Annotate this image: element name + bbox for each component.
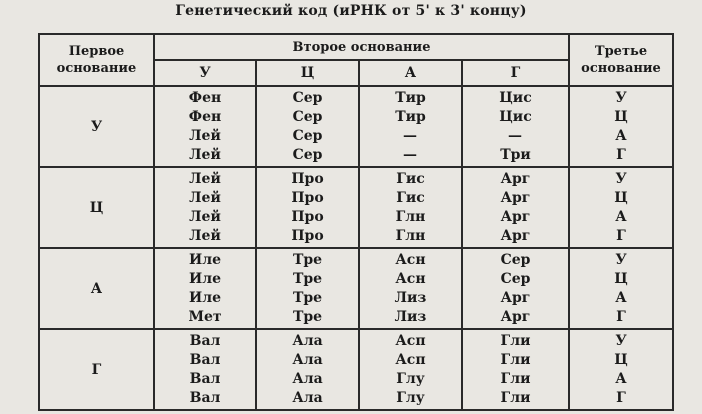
first-base-cell: Ц — [39, 167, 154, 248]
stop-codon: — — [508, 127, 523, 144]
amino-acid: Мет — [188, 308, 222, 325]
amino-acid: Лей — [189, 170, 221, 187]
third-base-cell — [569, 167, 673, 248]
genetic-code-table — [38, 33, 674, 411]
amino-acid: Глн — [395, 227, 426, 244]
second-base-col-header: Ц — [256, 60, 359, 86]
codon-cell — [359, 86, 462, 167]
amino-acid: Гли — [500, 332, 531, 349]
amino-acid: Цис — [499, 89, 532, 106]
third-base-header: Третье основание — [569, 34, 673, 86]
amino-acid: Гли — [500, 370, 531, 387]
third-base: У — [615, 332, 627, 349]
amino-acid: Ала — [292, 332, 323, 349]
amino-acid: Тре — [292, 289, 323, 306]
amino-acid: Глн — [395, 208, 426, 225]
amino-acid: Глу — [396, 370, 425, 387]
amino-acid: Арг — [500, 208, 531, 225]
codon-cell — [256, 167, 359, 248]
amino-acid: Сер — [292, 108, 323, 125]
amino-acid: Лей — [189, 146, 221, 163]
amino-acid: Иле — [188, 251, 221, 268]
stop-codon: — — [403, 127, 418, 144]
third-base: А — [615, 289, 627, 306]
amino-acid: Ала — [292, 370, 323, 387]
third-base-cell — [569, 86, 673, 167]
codon-cell — [462, 329, 569, 410]
table-row — [39, 167, 673, 248]
codon-cell — [462, 167, 569, 248]
amino-acid: Сер — [292, 127, 323, 144]
amino-acid: Три — [500, 146, 531, 163]
amino-acid: Лей — [189, 227, 221, 244]
amino-acid: Асн — [395, 270, 426, 287]
third-base: Ц — [614, 351, 628, 368]
second-base-col-header: Г — [462, 60, 569, 86]
amino-acid: Гис — [396, 189, 425, 206]
codon-cell — [256, 248, 359, 329]
amino-acid: Тре — [292, 251, 323, 268]
third-base: А — [615, 208, 627, 225]
third-base: Г — [616, 389, 626, 406]
amino-acid: Вал — [189, 351, 221, 368]
amino-acid: Иле — [188, 270, 221, 287]
amino-acid: Арг — [500, 227, 531, 244]
amino-acid: Сер — [292, 146, 323, 163]
amino-acid: Сер — [500, 270, 531, 287]
amino-acid: Арг — [500, 289, 531, 306]
amino-acid: Фен — [188, 89, 222, 106]
third-base: Г — [616, 308, 626, 325]
third-base: Ц — [614, 270, 628, 287]
amino-acid: Вал — [189, 389, 221, 406]
codon-cell — [359, 167, 462, 248]
amino-acid: Гли — [500, 389, 531, 406]
table-row — [39, 329, 673, 410]
amino-acid: Ала — [292, 351, 323, 368]
amino-acid: Арг — [500, 170, 531, 187]
first-base-cell: Г — [39, 329, 154, 410]
third-base: Г — [616, 146, 626, 163]
first-base-cell: А — [39, 248, 154, 329]
third-base: А — [615, 127, 627, 144]
codon-cell — [256, 86, 359, 167]
amino-acid: Про — [291, 189, 324, 206]
amino-acid: Тир — [395, 89, 426, 106]
codon-cell — [154, 167, 256, 248]
first-base-cell: У — [39, 86, 154, 167]
amino-acid: Арг — [500, 189, 531, 206]
amino-acid: Сер — [292, 89, 323, 106]
amino-acid: Лиз — [394, 308, 427, 325]
codon-cell — [154, 248, 256, 329]
amino-acid: Арг — [500, 308, 531, 325]
amino-acid: Ала — [292, 389, 323, 406]
amino-acid: Асн — [395, 251, 426, 268]
amino-acid: Тир — [395, 108, 426, 125]
amino-acid: Гис — [396, 170, 425, 187]
codon-cell — [154, 329, 256, 410]
amino-acid: Про — [291, 227, 324, 244]
third-base: А — [615, 370, 627, 387]
third-base-cell — [569, 329, 673, 410]
amino-acid: Асп — [395, 332, 426, 349]
amino-acid: Иле — [188, 289, 221, 306]
amino-acid: Тре — [292, 308, 323, 325]
table-row — [39, 86, 673, 167]
amino-acid: Лей — [189, 127, 221, 144]
amino-acid: Вал — [189, 370, 221, 387]
third-base: Г — [616, 227, 626, 244]
codon-cell — [256, 329, 359, 410]
amino-acid: Гли — [500, 351, 531, 368]
amino-acid: Тре — [292, 270, 323, 287]
third-base: Ц — [614, 108, 628, 125]
third-base: У — [615, 170, 627, 187]
codon-cell — [462, 248, 569, 329]
stop-codon: — — [403, 146, 418, 163]
third-base: У — [615, 251, 627, 268]
third-base: Ц — [614, 189, 628, 206]
amino-acid: Про — [291, 208, 324, 225]
second-base-col-header: А — [359, 60, 462, 86]
third-base-cell — [569, 248, 673, 329]
table-row — [39, 248, 673, 329]
amino-acid: Асп — [395, 351, 426, 368]
codon-cell — [359, 329, 462, 410]
codon-cell — [359, 248, 462, 329]
amino-acid: Лиз — [394, 289, 427, 306]
second-base-header: Второе основание — [154, 34, 569, 60]
amino-acid: Фен — [188, 108, 222, 125]
first-base-header: Первое основание — [39, 34, 154, 86]
amino-acid: Лей — [189, 208, 221, 225]
amino-acid: Вал — [189, 332, 221, 349]
codon-cell — [462, 86, 569, 167]
third-base: У — [615, 89, 627, 106]
second-base-col-header: У — [154, 60, 256, 86]
amino-acid: Сер — [500, 251, 531, 268]
page-title: Генетический код (иРНК от 5' к 3' концу) — [175, 3, 527, 19]
codon-cell — [154, 86, 256, 167]
amino-acid: Цис — [499, 108, 532, 125]
amino-acid: Про — [291, 170, 324, 187]
amino-acid: Лей — [189, 189, 221, 206]
amino-acid: Глу — [396, 389, 425, 406]
